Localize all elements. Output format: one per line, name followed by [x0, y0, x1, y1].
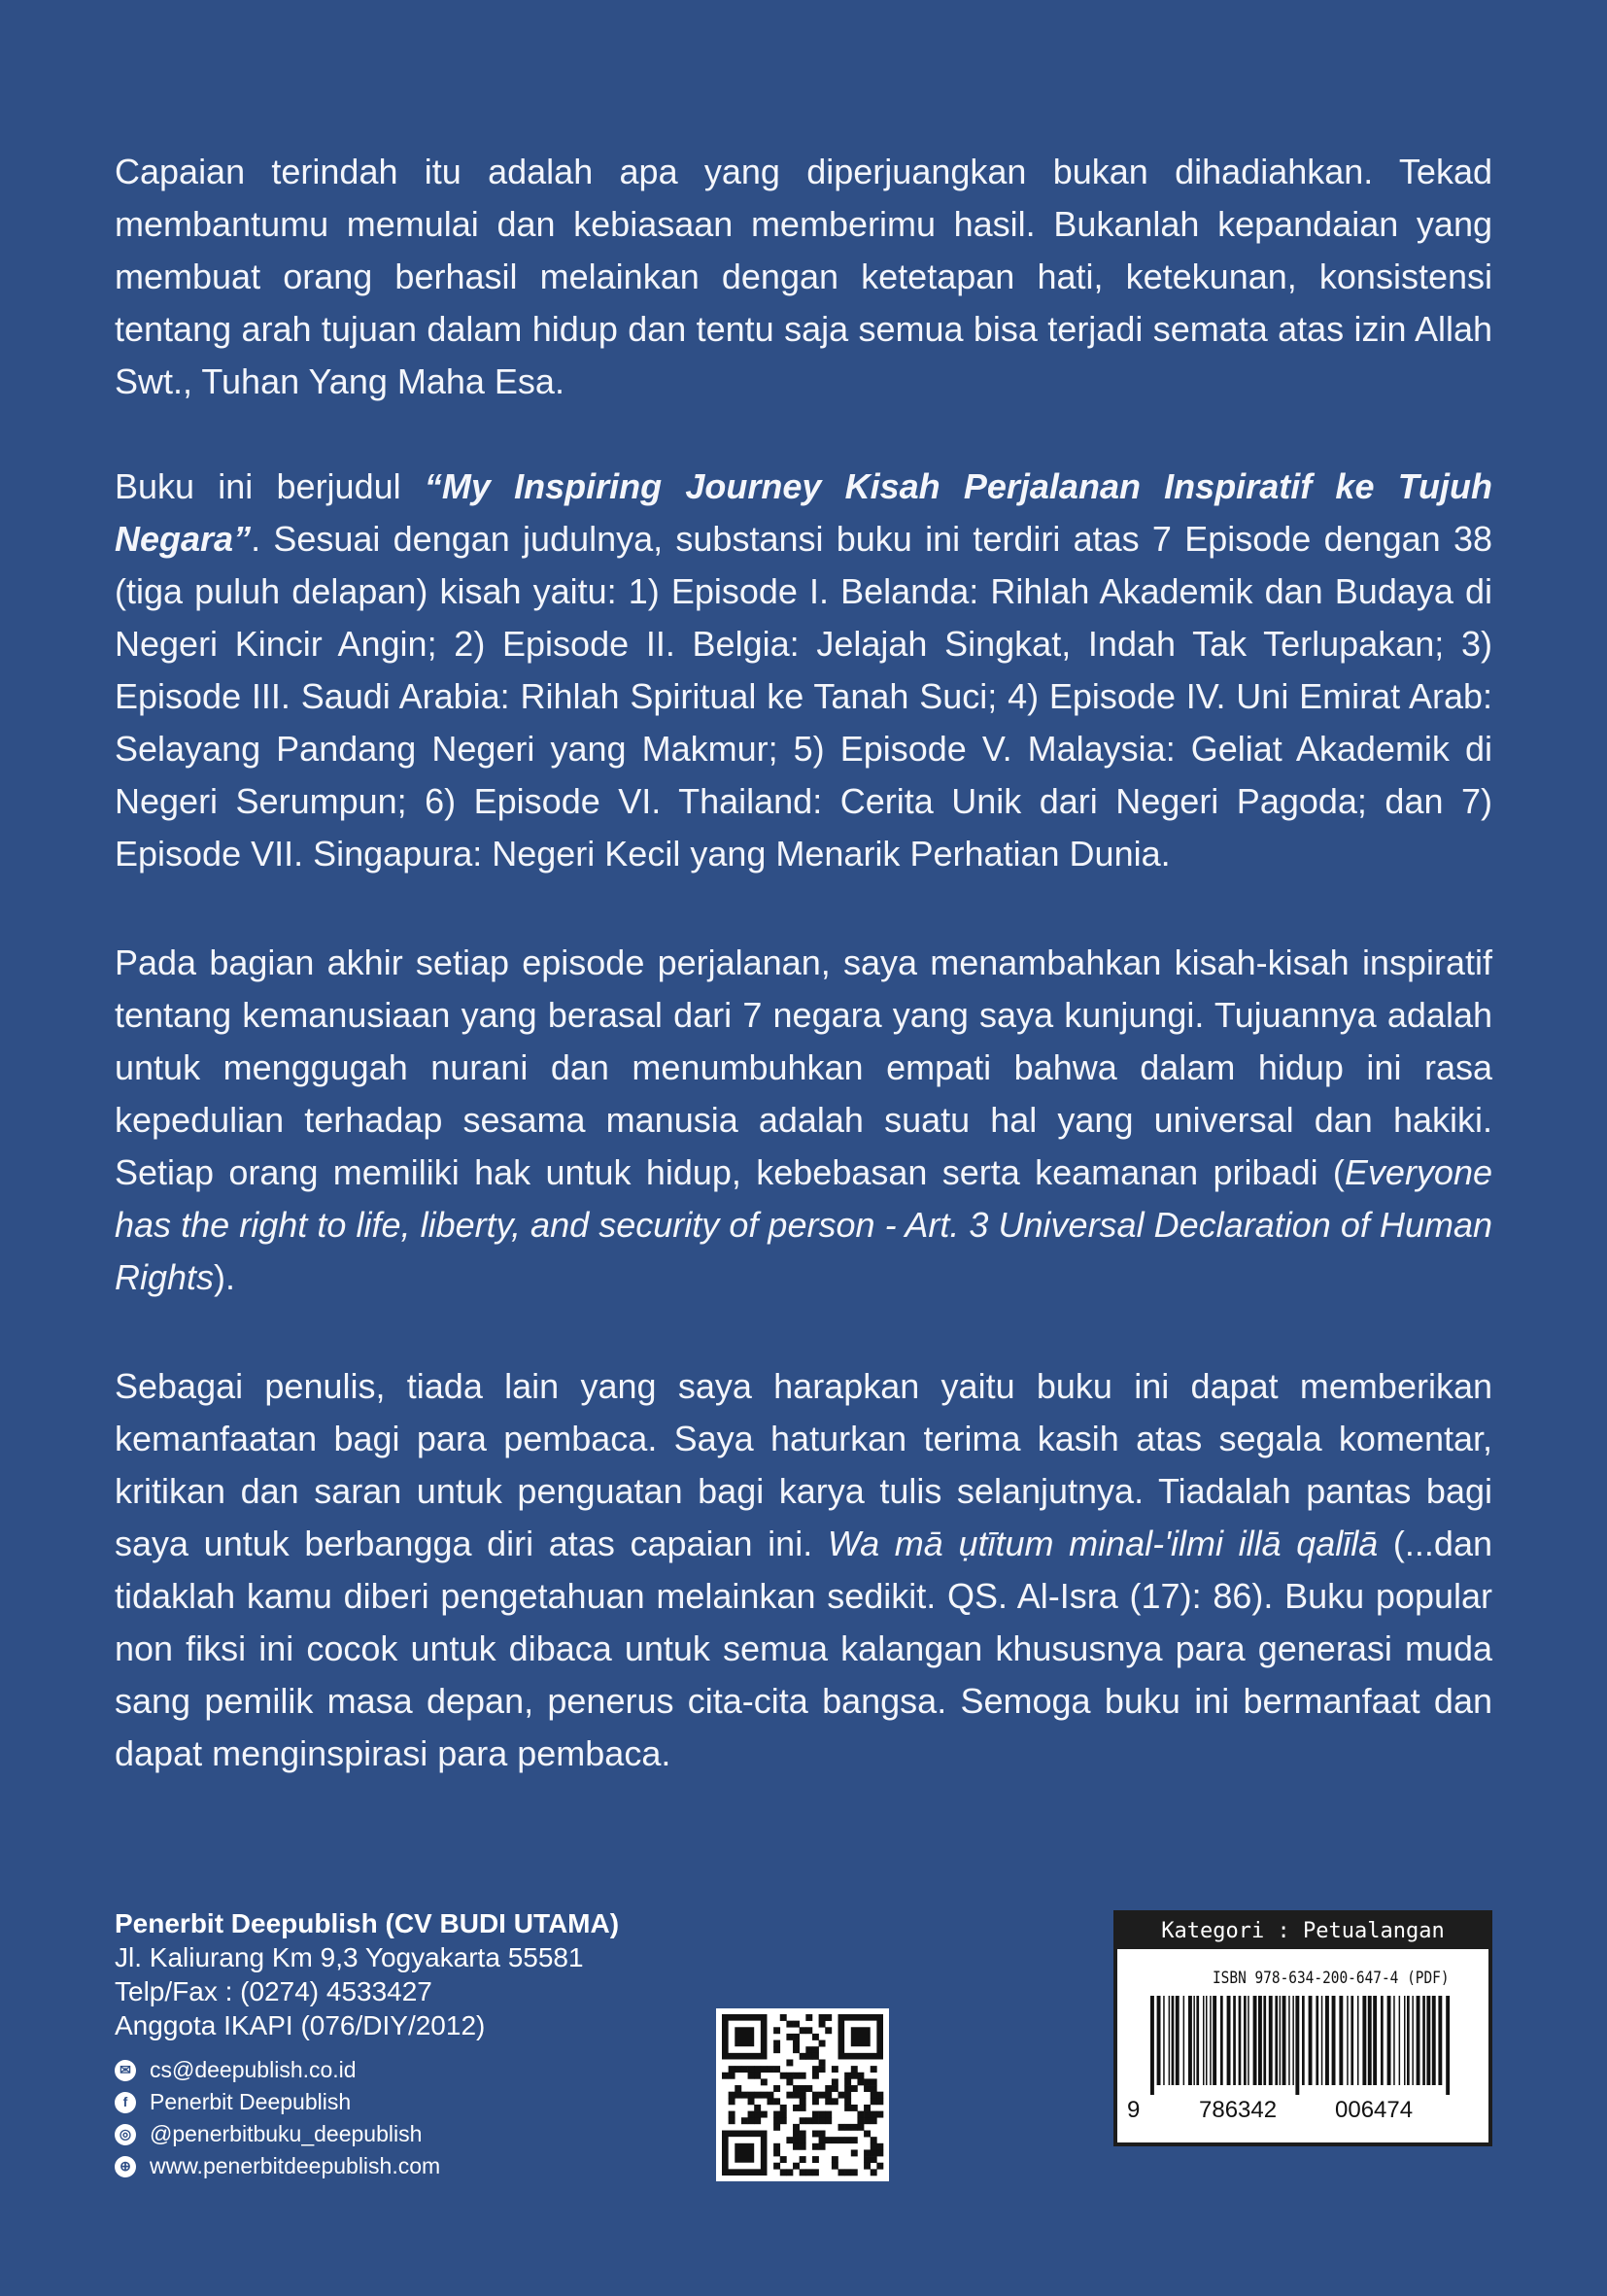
contact-email	[115, 2054, 746, 2086]
qr-finder-pattern	[735, 2027, 754, 2046]
p4-main: Sebagai penulis, tiada lain yang saya harapkan yaitu buku ini dapat memberikan kemanfaatan bagi para pembaca. Saya haturkan terima kasih atas segala komentar, kritikan dan saran untuk penguatan bagi karya tulis selanjutnya. Tiadalah pantas bagi saya untuk berbangga diri atas capaian ini.	[115, 1366, 1492, 1563]
qr-finder-pattern	[735, 2143, 754, 2163]
barcode-digit-prefix: 9	[1127, 2097, 1141, 2123]
qr-code	[716, 2008, 889, 2181]
isbn-box	[1113, 1910, 1492, 2146]
p4-rest: (...dan tidaklah kamu diberi pengetahuan melainkan sedikit. QS. Al-Isra (17): 86). Buku popular non fiksi ini cocok untuk dibaca untuk semua kalangan khususnya para generasi muda sang pemilik masa depan, penerus cita-cita bangsa. Semoga buku ini bermanfaat dan dapat menginspirasi para pembaca.	[115, 1524, 1492, 1773]
facebook-text: Penerbit Deepublish	[150, 2089, 352, 2114]
blurb-paragraph-3	[115, 937, 1492, 1304]
isbn-number: ISBN 978-634-200-647-4 (PDF)	[1213, 1969, 1450, 1988]
blurb-paragraph-1: Capaian terindah itu adalah apa yang diperjuangkan bukan dihadiahkan. Tekad membantumu memulai dan kebiasaan memberimu hasil. Bukanlah kepandaian yang membuat orang berhasil melainkan dengan ketetapan hati, ketekunan, konsistensi tentang arah tujuan dalam hidup dan tentu saja semua bisa terjadi semata atas izin Allah Swt., Tuhan Yang Maha Esa.	[115, 152, 1492, 401]
publisher-contacts	[115, 2054, 746, 2182]
facebook-icon: f	[115, 2092, 136, 2113]
p3-end: ).	[214, 1257, 236, 1297]
publisher-info	[115, 1906, 746, 2042]
p3-quote: Everyone has the right to life, liberty, and security of person - Art. 3 Universal Declaration of Human Rights	[115, 1152, 1492, 1297]
barcode-digits-left: 786342	[1199, 2097, 1278, 2123]
instagram-text: @penerbitbuku_deepublish	[150, 2121, 423, 2146]
blurb-paragraph-2	[115, 461, 1492, 880]
email-icon: ✉	[115, 2060, 136, 2081]
publisher-address: Jl. Kaliurang Km 9,3 Yogyakarta 55581	[115, 1942, 584, 1972]
publisher-ikapi: Anggota IKAPI (076/DIY/2012)	[115, 2010, 486, 2040]
barcode-digits-right: 006474	[1335, 2097, 1414, 2123]
p2-prefix: Buku ini berjudul	[115, 466, 425, 506]
contact-website	[115, 2150, 746, 2182]
qr-finder-pattern	[851, 2027, 871, 2046]
email-text: cs@deepublish.co.id	[150, 2057, 357, 2082]
blurb-paragraph-4	[115, 1360, 1492, 1780]
instagram-icon: ◎	[115, 2124, 136, 2145]
website-text: www.penerbitdeepublish.com	[150, 2153, 441, 2178]
p2-rest: . Sesuai dengan judulnya, substansi buku ini terdiri atas 7 Episode dengan 38 (tiga puluh delapan) kisah yaitu: 1) Episode I. Belanda: Rihlah Akademik dan Budaya di Negeri Kincir Angin; 2) Episode II. Belgia: Jelajah Singkat, Indah Tak Terlupakan; 3) Episode III. Saudi Arabia: Rihlah Spiritual ke Tanah Suci; 4) Episode IV. Uni Emirat Arab: Selayang Pandang Negeri yang Makmur; 5) Episode V. Malaysia: Geliat Akademik di Negeri Serumpun; 6) Episode VI. Thailand: Cerita Unik dari Negeri Pagoda; dan 7) Episode VII. Singapura: Negeri Kecil yang Menarik Perhatian Dunia.	[115, 519, 1492, 874]
globe-icon: ⊕	[115, 2156, 136, 2177]
publisher-phone: Telp/Fax : (0274) 4533427	[115, 1976, 432, 2006]
contact-facebook	[115, 2086, 746, 2118]
p4-arabic-quote: Wa mā ụtītum minal-'ilmi illā qalīlā	[827, 1524, 1379, 1563]
category-label: Kategori : Petualangan	[1117, 1914, 1488, 1949]
barcode	[1150, 1996, 1459, 2095]
p3-main: Pada bagian akhir setiap episode perjalanan, saya menambahkan kisah-kisah inspiratif tentang kemanusiaan yang berasal dari 7 negara yang saya kunjungi. Tujuannya adalah untuk menggugah nurani dan menumbuhkan empati bahwa dalam hidup ini rasa kepedulian terhadap sesama manusia adalah suatu hal yang universal dan hakiki. Setiap orang memiliki hak untuk hidup, kebebasan serta keamanan pribadi (	[115, 942, 1492, 1192]
publisher-name: Penerbit Deepublish (CV BUDI UTAMA)	[115, 1908, 620, 1938]
book-title: “My Inspiring Journey Kisah Perjalanan Inspiratif ke Tujuh Negara”	[115, 466, 1493, 559]
contact-instagram	[115, 2118, 746, 2150]
qr-code-graphic	[716, 2008, 889, 2181]
